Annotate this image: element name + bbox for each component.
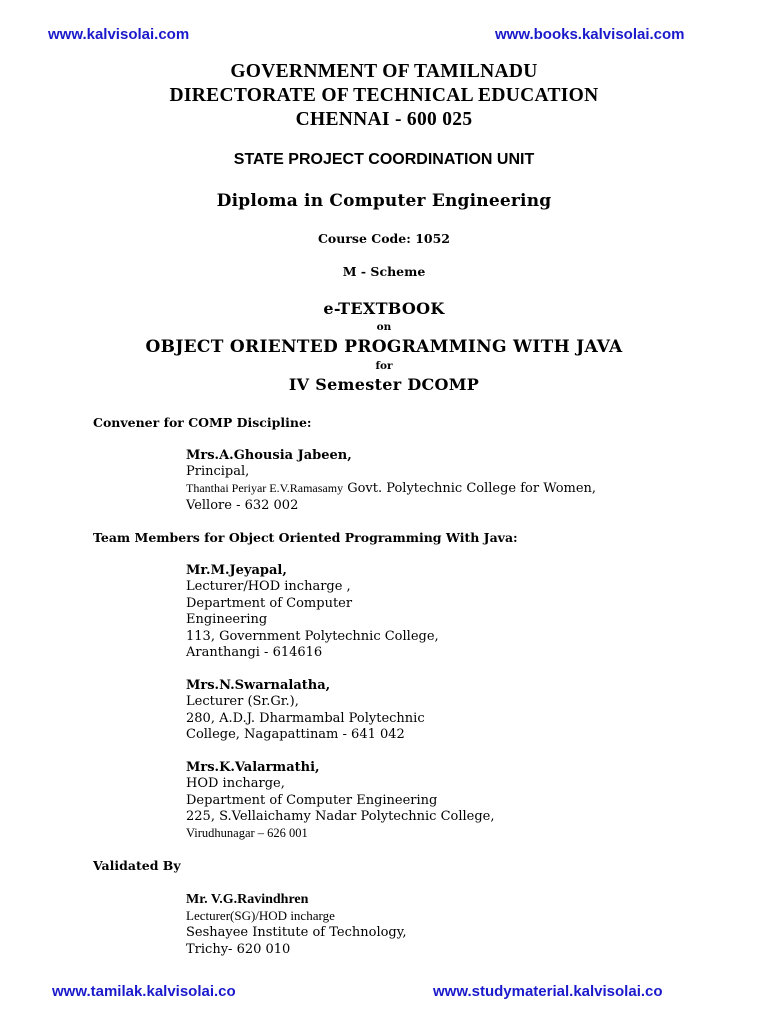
title-line-chennai: CHENNAI - 600 025 — [295, 109, 473, 130]
course-code: Course Code: 1052 — [317, 231, 451, 246]
member-line: Virudhunagar – 626 001 — [186, 826, 308, 840]
convener-name: Mrs.A.Ghousia Jabeen, — [186, 448, 352, 463]
member-line: 225, S.Vellaichamy Nadar Polytechnic College, — [186, 809, 495, 824]
validator-name: Mr. V.G.Ravindhren — [186, 892, 309, 907]
member-line: Lecturer/HOD incharge , — [186, 579, 351, 594]
member-line: Department of Computer Engineering — [186, 793, 438, 808]
member-line: 280, A.D.J. Dharmambal Polytechnic — [186, 711, 425, 726]
title-line-government: GOVERNMENT OF TAMILNADU — [230, 61, 538, 82]
for-label: for — [375, 360, 393, 372]
header-link-kalvisolai[interactable]: www.kalvisolai.com — [48, 26, 190, 43]
subject-title: OBJECT ORIENTED PROGRAMMING WITH JAVA — [145, 337, 623, 357]
validator-line: Seshayee Institute of Technology, — [186, 925, 407, 940]
convener-heading: Convener for COMP Discipline: — [93, 415, 312, 430]
scheme: M - Scheme — [342, 264, 426, 279]
member-line: Lecturer (Sr.Gr.), — [186, 694, 299, 709]
member-line: HOD incharge, — [186, 776, 285, 791]
title-diploma: Diploma in Computer Engineering — [216, 191, 552, 211]
semester: IV Semester DCOMP — [288, 375, 480, 394]
convener-place: Vellore - 632 002 — [186, 498, 299, 513]
member-name: Mr.M.Jeyapal, — [186, 563, 287, 578]
header-link-books[interactable]: www.books.kalvisolai.com — [495, 26, 685, 43]
member-line: 113, Government Polytechnic College, — [186, 629, 439, 644]
on-label: on — [376, 321, 392, 333]
member-name: Mrs.K.Valarmathi, — [186, 760, 320, 775]
title-line-directorate: DIRECTORATE OF TECHNICAL EDUCATION — [169, 85, 599, 106]
member-line: Department of Computer — [186, 596, 353, 611]
validator-line: Trichy- 620 010 — [186, 942, 291, 957]
footer-link-studymaterial[interactable]: www.studymaterial.kalvisolai.co — [433, 983, 663, 1000]
etextbook-label: e-TEXTBOOK — [323, 299, 445, 318]
member-line: Aranthangi - 614616 — [186, 645, 323, 660]
convener-role: Principal, — [186, 464, 250, 479]
member-line: College, Nagapattinam - 641 042 — [186, 727, 405, 742]
team-heading: Team Members for Object Oriented Programming With Java: — [93, 530, 518, 545]
convener-college-suffix: Govt. Polytechnic College for Women, — [343, 481, 597, 496]
convener-college-prefix: Thanthai Periyar E.V.Ramasamy — [186, 481, 344, 495]
validator-line: Lecturer(SG)/HOD incharge — [186, 908, 335, 923]
member-line: Engineering — [186, 612, 268, 627]
title-unit: STATE PROJECT COORDINATION UNIT — [233, 151, 535, 168]
convener-college — [186, 481, 596, 496]
footer-link-tamilak[interactable]: www.tamilak.kalvisolai.co — [52, 983, 236, 1000]
member-name: Mrs.N.Swarnalatha, — [186, 678, 331, 693]
validated-heading: Validated By — [93, 858, 181, 873]
